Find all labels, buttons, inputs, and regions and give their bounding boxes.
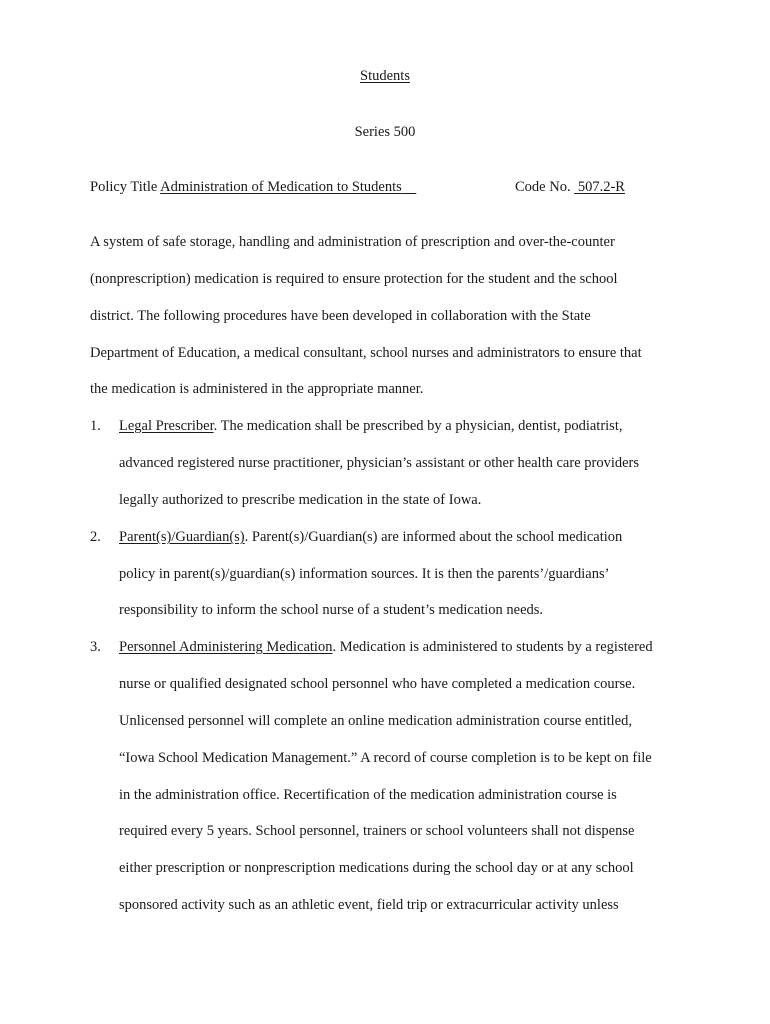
intro-line: the medication is administered in the appropriate manner.: [90, 381, 424, 397]
section-title: Students: [360, 68, 410, 84]
intro-line: (nonprescription) medication is required to ensure protection for the student and the school: [90, 271, 618, 287]
code-number-row: [515, 178, 625, 196]
item-line: in the administration office. Recertification of the medication administration course is: [119, 787, 617, 803]
item-line: “Iowa School Medication Management.” A record of course completion is to be kept on file: [119, 750, 652, 766]
item-line: responsibility to inform the school nurse of a student’s medication needs.: [119, 602, 544, 618]
item-number: 1.: [90, 418, 101, 434]
item-line: legally authorized to prescribe medication in the state of Iowa.: [119, 492, 482, 508]
policy-title-label: Policy Title: [90, 179, 158, 195]
series-label: Series 500: [354, 124, 416, 140]
item-number: 3.: [90, 639, 101, 655]
item-heading: Personnel Administering Medication: [119, 639, 333, 655]
item-line: either prescription or nonprescription medications during the school day or at any school: [119, 860, 634, 876]
intro-line: A system of safe storage, handling and administration of prescription and over-the-counter: [90, 234, 615, 250]
item-number: 2.: [90, 529, 101, 545]
item-line: nurse or qualified designated school personnel who have completed a medication course.: [119, 676, 636, 692]
item-heading: Legal Prescriber: [119, 418, 214, 434]
intro-line: Department of Education, a medical consultant, school nurses and administrators to ensure that: [90, 345, 642, 361]
item-line: required every 5 years. School personnel, trainers or school volunteers shall not dispense: [119, 823, 635, 839]
code-value: 507.2-R: [577, 179, 625, 195]
item-2-first-line: Parent(s)/Guardian(s). Parent(s)/Guardian(s) are informed about the school medication: [119, 529, 623, 545]
policy-title-value: Administration of Medication to Students: [160, 179, 402, 195]
item-line: advanced registered nurse practitioner, physician’s assistant or other health care providers: [119, 455, 640, 471]
item-1-first-line: Legal Prescriber. The medication shall be prescribed by a physician, dentist, podiatrist,: [119, 418, 623, 434]
item-line: sponsored activity such as an athletic event, field trip or extracurricular activity unless: [119, 897, 619, 913]
item-line: Unlicensed personnel will complete an online medication administration course entitled,: [119, 713, 632, 729]
code-label: Code No.: [515, 179, 571, 195]
item-3-first-line: Personnel Administering Medication. Medication is administered to students by a registered: [119, 639, 653, 655]
policy-title-row: [90, 178, 416, 196]
item-line: policy in parent(s)/guardian(s) information sources. It is then the parents’/guardians’: [119, 566, 610, 582]
item-heading: Parent(s)/Guardian(s): [119, 529, 245, 545]
intro-line: district. The following procedures have been developed in collaboration with the State: [90, 308, 591, 324]
